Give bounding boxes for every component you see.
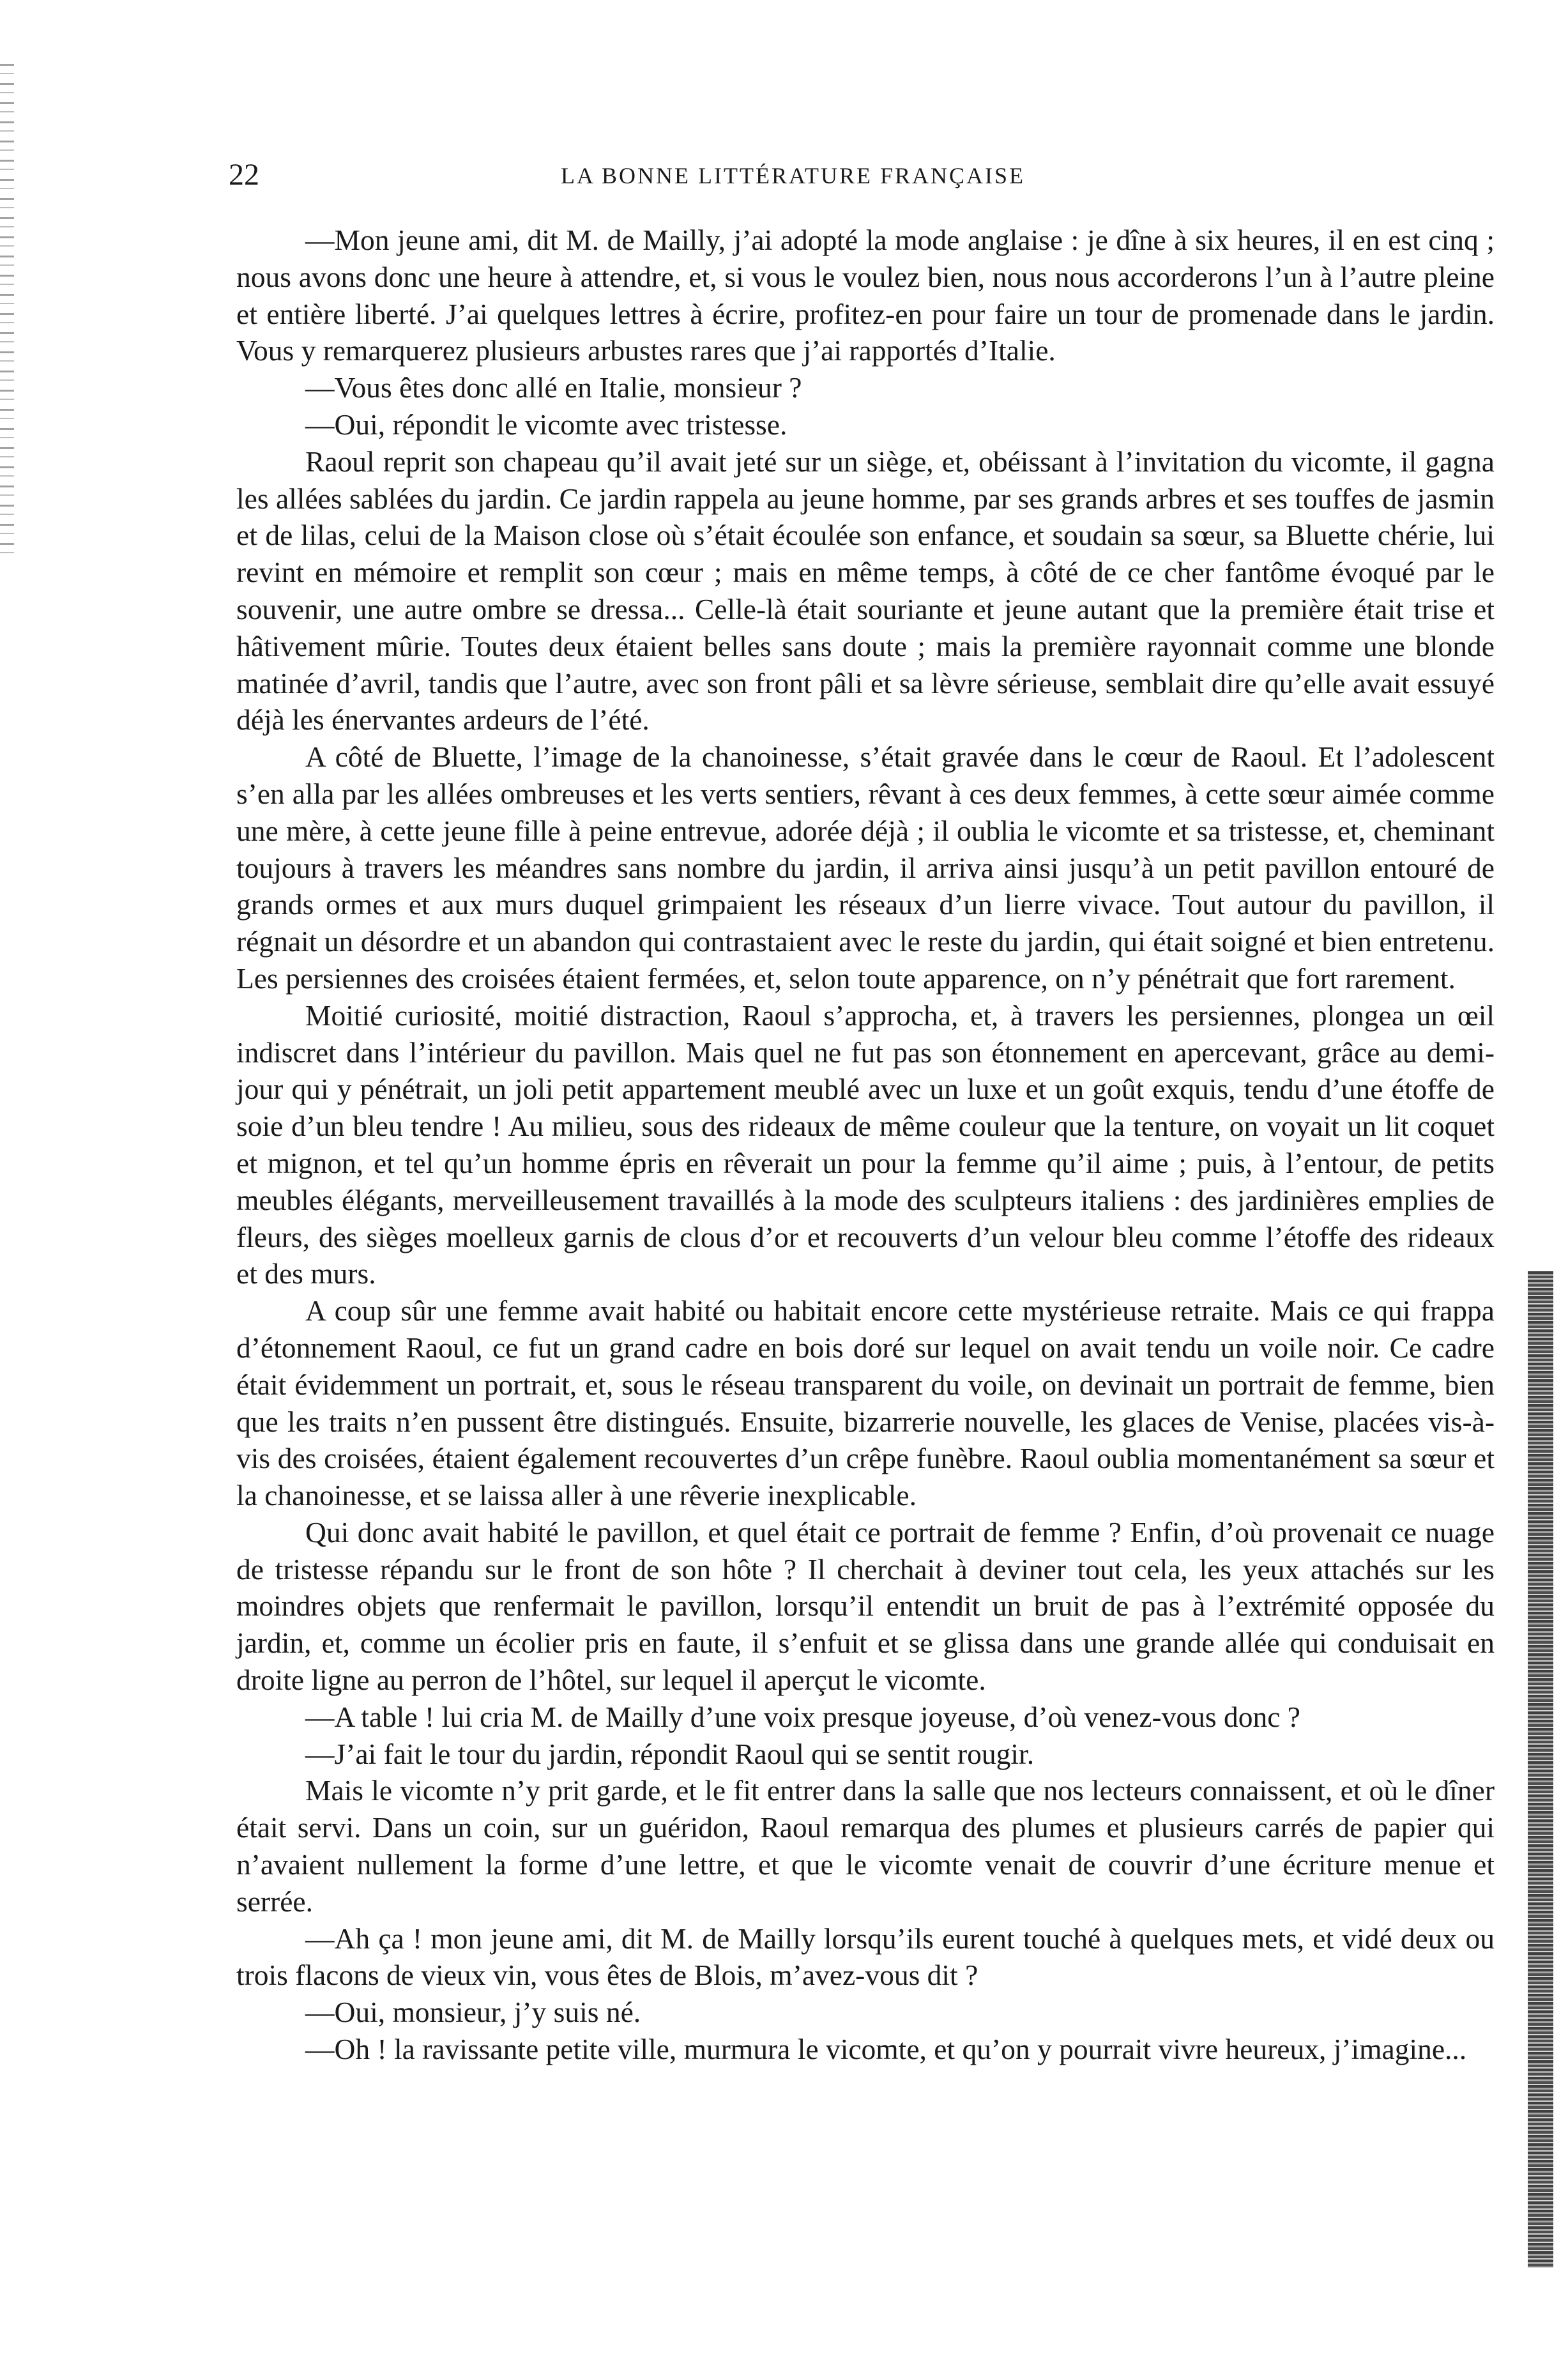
- paragraph: Qui donc avait habité le pavillon, et quel était ce portrait de femme ? Enfin, d’où provenait ce nuage de tristesse répandu sur le front de son hôte ? Il cherchait à deviner tout cela, les yeux attachés sur les moindres objets que renfermait le pavillon, lorsqu’il entendit un bruit de pas à l’extrémité opposée du jardin, et, comme un écolier pris en faute, il s’enfuit et se glissa dans une grande allée qui conduisait en droite ligne au perron de l’hôtel, sur lequel il aperçut le vicomte.: [236, 1515, 1495, 1697]
- paragraph: —A table ! lui cria M. de Mailly d’une voix presque joyeuse, d’où venez-vous donc ?: [305, 1700, 1300, 1733]
- paragraph: Moitié curiosité, moitié distraction, Raoul s’approcha, et, à travers les persiennes, plongea un œil indiscret dans l’intérieur du pavillon. Mais quel ne fut pas son étonnement en apercevant, grâce au demi-jour qui y pénétrait, un joli petit appartement meublé avec un luxe et un goût exquis, tendu d’une étoffe de soie d’un bleu tendre ! Au milieu, sous des rideaux de même couleur que la tenture, on voyait un lit coquet et mignon, et tel qu’un homme épris en rêverait un pour la femme qu’il aime ; puis, à l’entour, de petits meubles élégants, merveilleusement travaillés à la mode des sculpteurs italiens : des jardinières emplies de fleurs, des sièges moelleux garnis de clous d’or et recouverts d’un velour bleu comme l’étoffe des rideaux et des murs.: [236, 998, 1495, 1290]
- paragraph: —J’ai fait le tour du jardin, répondit Raoul qui se sentit rougir.: [305, 1737, 1035, 1770]
- paragraph: Raoul reprit son chapeau qu’il avait jeté sur un siège, et, obéissant à l’invitation du vicomte, il gagna les allées sablées du jardin. Ce jardin rappela au jeune homme, par ses grands arbres et ses touffes de jasmin et de lilas, celui de la Maison close où s’était écoulée son enfance, et soudain sa sœur, sa Bluette chérie, lui revint en mémoire et remplit son cœur ; mais en même temps, à côté de ce cher fantôme évoqué par le souvenir, une autre ombre se dressa... Celle-là était souriante et jeune autant que la première était trise et hâtivement mûrie. Toutes deux étaient belles sans doute ; mais la première rayonnait comme une blonde matinée d’avril, tandis que l’autre, avec son front pâli et sa lèvre sérieuse, semblait dire qu’elle avait essuyé déjà les énervantes ardeurs de l’été.: [236, 445, 1495, 737]
- paragraph: —Oui, monsieur, j’y suis né.: [305, 1996, 641, 2029]
- paragraph: A côté de Bluette, l’image de la chanoinesse, s’était gravée dans le cœur de Raoul. Et l’adolescent s’en alla par les allées ombreuses et les verts sentiers, rêvant à ces deux femmes, à cette sœur aimée comme une mère, à cette jeune fille à peine entrevue, adorée déjà ; il oublia le vicomte et sa tristesse, et, cheminant toujours à travers les méandres sans nombre du jardin, il arriva ainsi jusqu’à un petit pavillon entouré de grands ormes et aux murs duquel grimpaient les réseaux d’un lierre vivace. Tout autour du pavillon, il régnait un désordre et un abandon qui contrastaient avec le reste du jardin, qui était soigné et bien entretenu. Les persiennes des croisées étaient fermées, et, selon toute apparence, on n’y pénétrait que fort rarement.: [236, 740, 1495, 995]
- scan-left-margin-artifact: [0, 64, 14, 562]
- running-head: LA BONNE LITTÉRATURE FRANÇAISE: [561, 163, 1025, 188]
- page-number: 22: [229, 158, 259, 192]
- paragraph: —Oh ! la ravissante petite ville, murmura le vicomte, et qu’on y pourrait vivre heureux, j’imagine...: [305, 2033, 1467, 2066]
- paragraph: —Vous êtes donc allé en Italie, monsieur ?: [305, 371, 802, 404]
- paragraph: —Oui, répondit le vicomte avec tristesse.: [305, 408, 788, 441]
- paragraph: —Ah ça ! mon jeune ami, dit M. de Mailly lorsqu’ils eurent touché à quelques mets, et vidé deux ou trois flacons de vieux vin, vous êtes de Blois, m’avez-vous dit ?: [236, 1922, 1495, 1992]
- page-header: [229, 156, 1500, 194]
- paragraph: —Mon jeune ami, dit M. de Mailly, j’ai adopté la mode anglaise : je dîne à six heures, il en est cinq ; nous avons donc une heure à attendre, et, si vous le voulez bien, nous nous accorderons l’un à l’autre pleine et entière liberté. J’ai quelques lettres à écrire, profitez-en pour faire un tour de promenade dans le jardin. Vous y remarquerez plusieurs arbustes rares que j’ai rapportés d’Italie.: [236, 224, 1495, 367]
- paragraph: A coup sûr une femme avait habité ou habitait encore cette mystérieuse retraite. Mais ce qui frappa d’étonnement Raoul, ce fut un grand cadre en bois doré sur lequel on avait tendu un voile noir. Ce cadre était évidemment un portrait, et, sous le réseau transparent du voile, on devinait un portrait de femme, bien que les traits n’en pussent être distingués. Ensuite, bizarrerie nouvelle, les glaces de Venise, placées vis-à-vis des croisées, étaient également recouvertes d’un crêpe funèbre. Raoul oublia momentanément sa sœur et la chanoinesse, et se laissa aller à une rêverie inexplicable.: [236, 1294, 1495, 1512]
- paragraph: Mais le vicomte n’y prit garde, et le fit entrer dans la salle que nos lecteurs connaissent, et où le dîner était servi. Dans un coin, sur un guéridon, Raoul remarqua des plumes et plusieurs carrés de papier qui n’avaient nullement la forme d’une lettre, et que le vicomte venait de couvrir d’une écriture menue et serrée.: [236, 1774, 1495, 1918]
- body-text: [236, 222, 1495, 2068]
- scan-binding-edge-artifact: [1528, 1271, 1553, 2268]
